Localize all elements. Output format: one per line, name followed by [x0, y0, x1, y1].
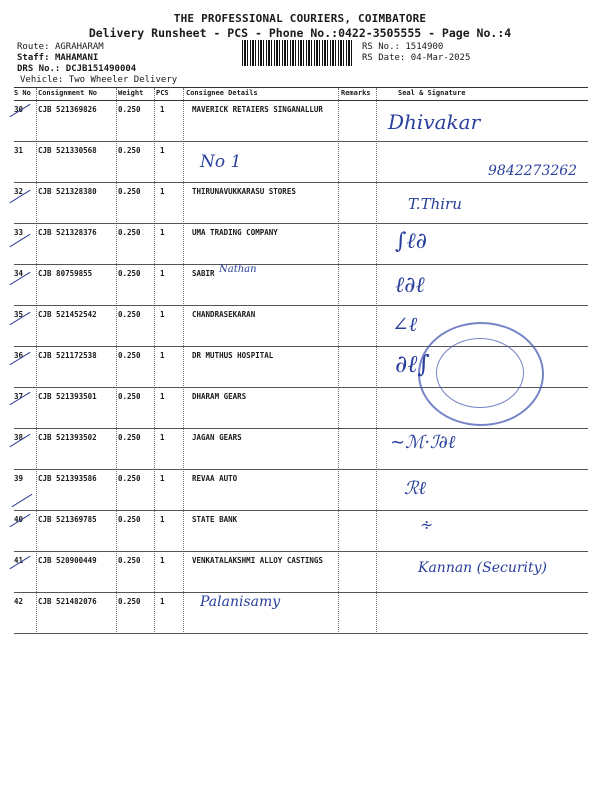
row-pcs: 1: [160, 474, 165, 483]
rs-date-label: RS Date:: [362, 53, 406, 63]
table-row: [14, 429, 588, 470]
row-sno: 36: [14, 351, 24, 360]
row-pcs: 1: [160, 310, 165, 319]
row-sno: 39: [14, 474, 24, 483]
route-line: [17, 42, 104, 52]
row-pcs: 1: [160, 187, 165, 196]
row-pcs: 1: [160, 597, 165, 606]
signature-scribble: ∼ℳ·ℐ∂ℓ: [390, 432, 456, 453]
row-pcs: 1: [160, 433, 165, 442]
col-sno: S No: [14, 89, 31, 97]
row-consignment-no: CJB 521328380: [38, 187, 97, 196]
table-row: [14, 470, 588, 511]
row-sno: 40: [14, 515, 24, 524]
row-sno: 35: [14, 310, 24, 319]
row-sno: 31: [14, 146, 24, 155]
barcode: [242, 40, 354, 66]
vehicle-value: Two Wheeler Delivery: [68, 75, 178, 85]
row-consignee: CHANDRASEKARAN: [192, 310, 256, 319]
row-pcs: 1: [160, 269, 165, 278]
row-consignee: DR MUTHUS HOSPITAL: [192, 351, 274, 360]
route-label: Route:: [17, 42, 50, 52]
company-title: THE PROFESSIONAL COURIERS, COIMBATORE: [173, 12, 427, 25]
vehicle-line: [20, 75, 177, 85]
row-sno: 33: [14, 228, 24, 237]
row-sno: 30: [14, 105, 24, 114]
runsheet-subtitle: Delivery Runsheet - PCS - Phone No.:0422-3505555 - Page No.:4: [88, 26, 512, 40]
row-weight: 0.250: [118, 597, 141, 606]
rs-no-line: [362, 42, 443, 52]
signature-scribble: ∂⁠ℓ⁠∫: [395, 350, 430, 378]
row-pcs: 1: [160, 392, 165, 401]
row-consignee: THIRUNAVUKKARASU STORES: [192, 187, 296, 196]
table-row: [14, 183, 588, 224]
handwritten-palanisamy: Palanisamy: [200, 594, 281, 610]
row-sno: 42: [14, 597, 24, 606]
signature-row-30: Dhivakar: [388, 110, 481, 134]
row-pcs: 1: [160, 105, 165, 114]
row-pcs: 1: [160, 515, 165, 524]
row-consignment-no: CJB 521482076: [38, 597, 97, 606]
signature-scribble: ℛℓ: [404, 478, 426, 499]
row-consignee: STATE BANK: [192, 515, 238, 524]
staff-line: [17, 53, 98, 63]
row-consignment-no: CJB 521172538: [38, 351, 97, 360]
col-pcs: PCS: [156, 89, 169, 97]
row-weight: 0.250: [118, 187, 141, 196]
row-consignment-no: CJB 520900449: [38, 556, 97, 565]
table-header: [14, 88, 588, 100]
row-sno: 34: [14, 269, 24, 278]
row-consignment-no: CJB 521369826: [38, 105, 97, 114]
row-weight: 0.250: [118, 556, 141, 565]
rs-date-value: 04-Mar-2025: [410, 53, 471, 63]
signature-row-31: 9842273262: [488, 163, 578, 179]
row-consignment-no: CJB 521369785: [38, 515, 97, 524]
row-weight: 0.250: [118, 146, 141, 155]
row-consignee: SABIR: [192, 269, 215, 278]
company-seal-stamp: [418, 322, 544, 426]
row-sno: 38: [14, 433, 24, 442]
drs-line: [17, 64, 136, 74]
row-consignment-no: CJB 80759855: [38, 269, 93, 278]
row-consignment-no: CJB 521393586: [38, 474, 97, 483]
row-consignee: JAGAN GEARS: [192, 433, 242, 442]
row-sno: 32: [14, 187, 24, 196]
signature-scribble: ∻: [420, 515, 434, 534]
row-pcs: 1: [160, 228, 165, 237]
row-consignee: UMA TRADING COMPANY: [192, 228, 278, 237]
col-consignee: Consignee Details: [186, 89, 258, 97]
row-consignee: DHARAM GEARS: [192, 392, 247, 401]
route-value: AGRAHARAM: [54, 42, 104, 52]
staff-value: MAHAMANI: [54, 53, 99, 63]
signature-scribble: ∠⁠ℓ: [392, 312, 418, 336]
table-row: [14, 265, 588, 306]
table-row: [14, 101, 588, 142]
drs-label: DRS No.:: [17, 64, 61, 74]
row-consignment-no: CJB 521328376: [38, 228, 97, 237]
rs-no-value: 1514900: [405, 42, 444, 52]
table-row: [14, 593, 588, 634]
row-pcs: 1: [160, 146, 165, 155]
row-pcs: 1: [160, 556, 165, 565]
row-weight: 0.250: [118, 392, 141, 401]
row-consignment-no: CJB 521330568: [38, 146, 97, 155]
table-row: [14, 224, 588, 265]
row-consignee: VENKATALAKSHMI ALLOY CASTINGS: [192, 556, 323, 565]
row-sno: 37: [14, 392, 24, 401]
row-consignment-no: CJB 521393501: [38, 392, 97, 401]
signature-scribble: ℓ⁠∂⁠ℓ: [395, 273, 425, 298]
handwritten-no-1: No 1: [200, 152, 242, 172]
row-sno: 41: [14, 556, 24, 565]
rs-no-label: RS No.:: [362, 42, 400, 52]
col-signature: Seal & Signature: [398, 89, 466, 97]
row-consignee: MAVERICK RETAIERS SINGANALLUR: [192, 105, 323, 114]
col-consignment: Consignment No: [38, 89, 98, 97]
signature-row-32: T.Thiru: [408, 195, 462, 213]
row-weight: 0.250: [118, 351, 141, 360]
signature-row-41: Kannan (Security): [418, 560, 548, 576]
row-consignment-no: CJB 521393502: [38, 433, 97, 442]
row-weight: 0.250: [118, 474, 141, 483]
row-weight: 0.250: [118, 433, 141, 442]
staff-label: Staff:: [17, 53, 50, 63]
row-pcs: 1: [160, 351, 165, 360]
drs-value: DCJB151490004: [65, 64, 137, 74]
row-weight: 0.250: [118, 310, 141, 319]
row-consignee: REVAA AUTO: [192, 474, 238, 483]
row-consignment-no: CJB 521452542: [38, 310, 97, 319]
row-weight: 0.250: [118, 515, 141, 524]
handwritten-nathan: Nathan: [219, 264, 257, 275]
signature-scribble: ∫⁠ℓ⁠∂: [395, 229, 428, 254]
table-row: [14, 511, 588, 552]
vehicle-label: Vehicle:: [20, 75, 64, 85]
row-rule: [14, 633, 588, 634]
col-remarks: Remarks: [341, 89, 371, 97]
row-weight: 0.250: [118, 228, 141, 237]
rs-date-line: [362, 53, 470, 63]
row-weight: 0.250: [118, 269, 141, 278]
row-weight: 0.250: [118, 105, 141, 114]
col-weight: Weight: [118, 89, 144, 97]
